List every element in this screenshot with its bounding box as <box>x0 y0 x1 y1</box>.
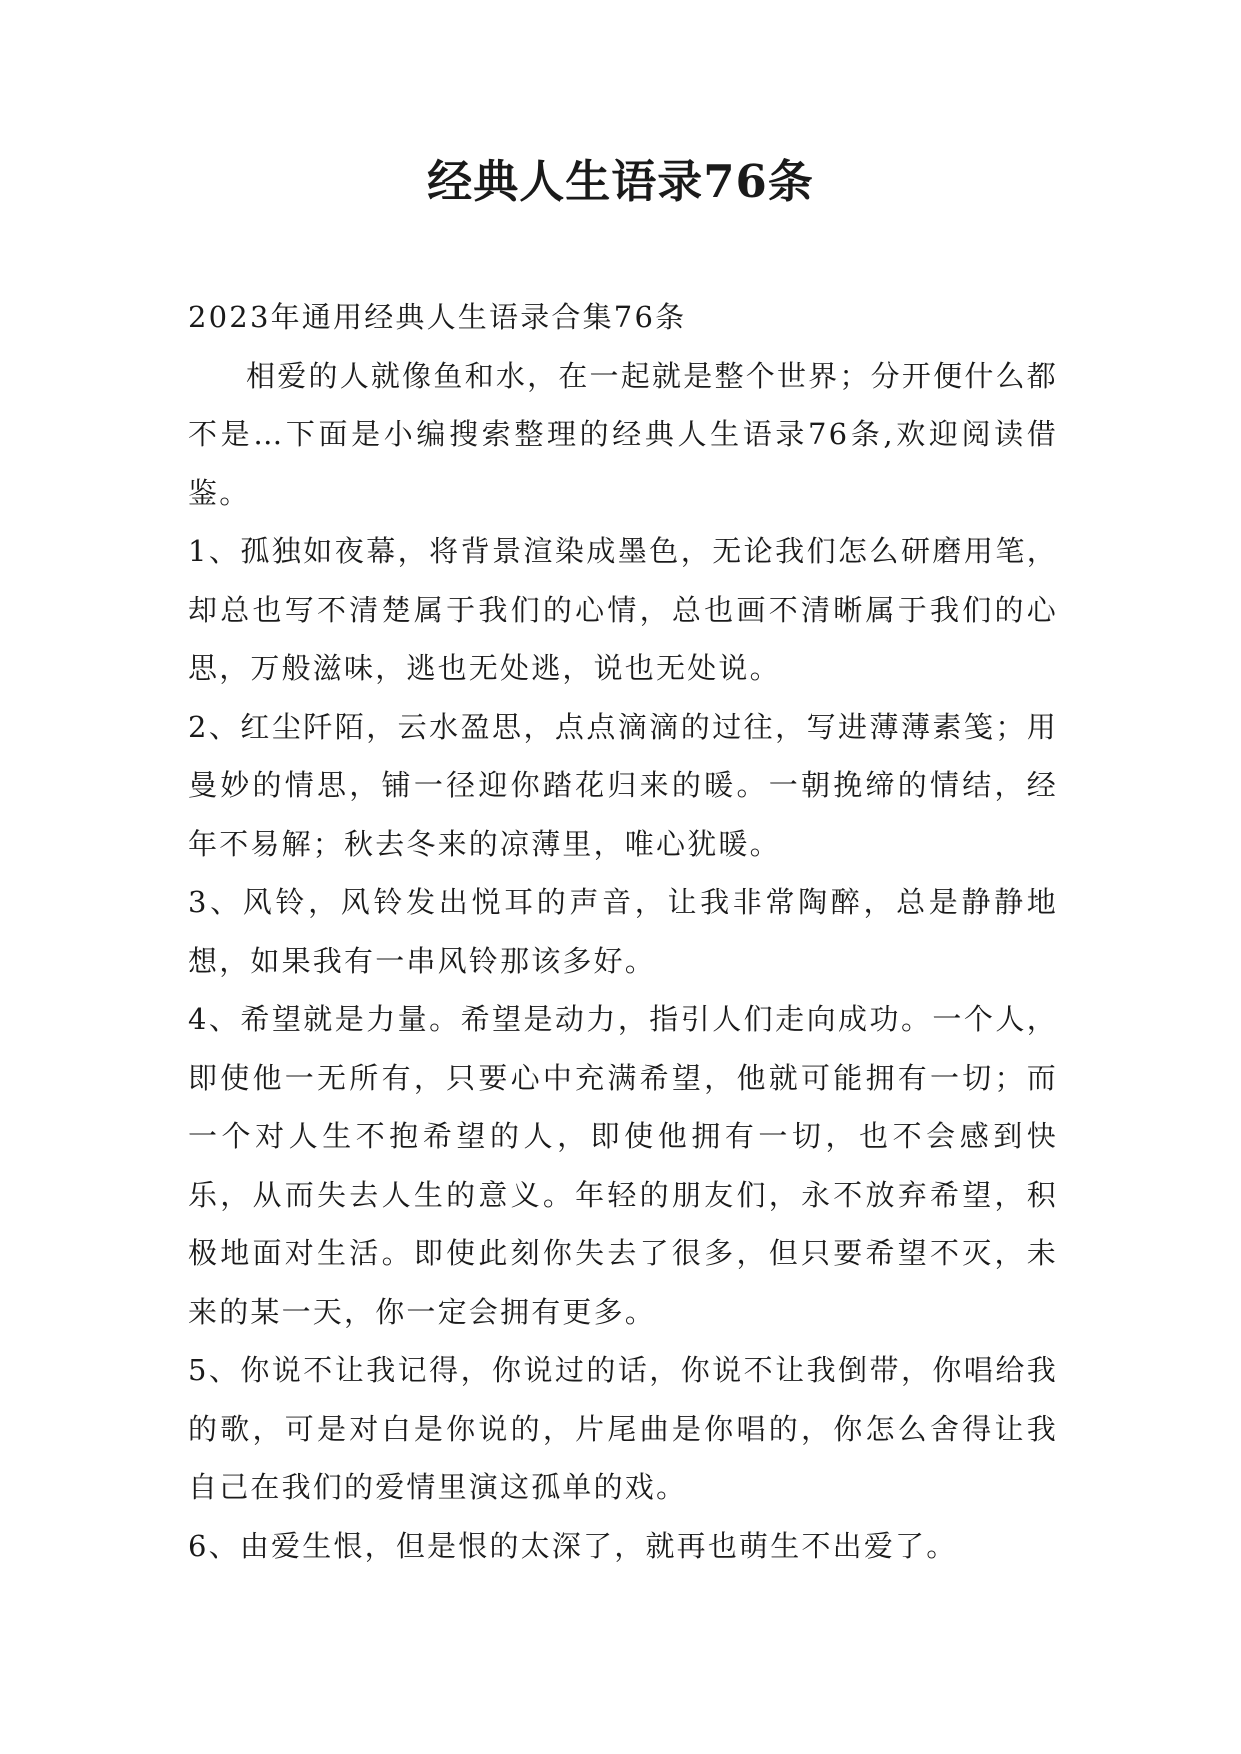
quote-item-5: 5、你说不让我记得，你说过的话，你说不让我倒带，你唱给我的歌，可是对白是你说的，片尾曲是你唱的，你怎么舍得让我自己在我们的爱情里演这孤单的戏。 <box>188 1353 1058 1504</box>
document-body <box>188 288 1058 1575</box>
quote-item-2: 2、红尘阡陌，云水盈思，点点滴滴的过往，写进薄薄素笺；用曼妙的情思，铺一径迎你踏花归来的暖。一朝挽缔的情结，经年不易解；秋去冬来的凉薄里，唯心犹暖。 <box>188 709 1058 861</box>
intro-paragraph: 相爱的人就像鱼和水，在一起就是整个世界；分开便什么都不是…下面是小编搜索整理的经典人生语录76条,欢迎阅读借鉴。 <box>188 358 1058 510</box>
quote-item-1: 1、孤独如夜幕，将背景渲染成墨色，无论我们怎么研磨用笔，却总也写不清楚属于我们的心情，总也画不清晰属于我们的心思，万般滋味，逃也无处逃，说也无处说。 <box>188 534 1058 685</box>
quote-item-4: 4、希望就是力量。希望是动力，指引人们走向成功。一个人，即使他一无所有，只要心中充满希望，他就可能拥有一切；而一个对人生不抱希望的人，即使他拥有一切，也不会感到快乐，从而失去人生的意义。年轻的朋友们，永不放弃希望，积极地面对生活。即使此刻你失去了很多，但只要希望不灭，未来的某一天，你一定会拥有更多。 <box>188 1002 1058 1329</box>
document-subtitle: 2023年通用经典人生语录合集76条 <box>188 300 687 334</box>
document-title: 经典人生语录76条 <box>427 155 814 208</box>
quote-item-6: 6、由爱生恨，但是恨的太深了，就再也萌生不出爱了。 <box>188 1528 958 1563</box>
quote-item-3: 3、风铃，风铃发出悦耳的声音，让我非常陶醉，总是静静地想，如果我有一串风铃那该多好。 <box>188 885 1058 978</box>
